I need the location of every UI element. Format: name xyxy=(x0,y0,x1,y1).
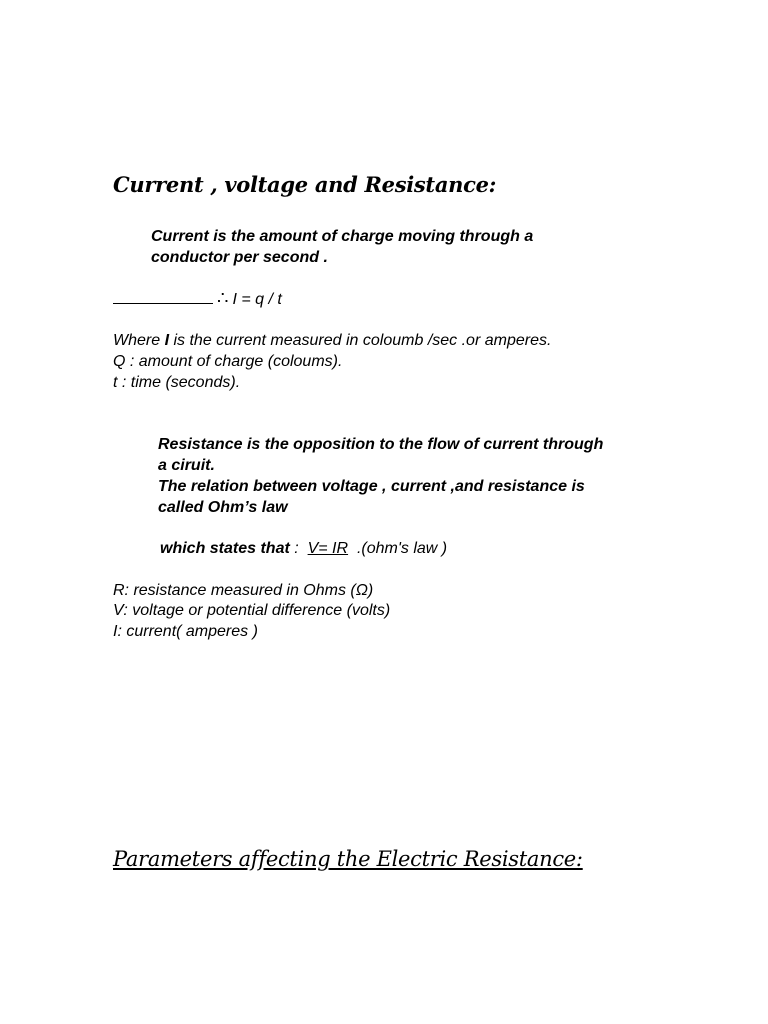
ohms-relation-line-1: The relation between voltage , current ,and resistance is xyxy=(158,478,585,495)
states-colon: : xyxy=(289,540,308,557)
resistance-definition-line-2: a ciruit. xyxy=(158,457,215,474)
resistance-definition-line-1: Resistance is the opposition to the flow of current through xyxy=(158,436,604,453)
ohms-law-formula: V= IR xyxy=(307,540,349,557)
where-prefix: Where xyxy=(113,332,165,349)
current-definition-line-2: conductor per second . xyxy=(151,249,328,266)
states-prefix: which states that xyxy=(160,540,290,557)
where-line xyxy=(113,330,551,351)
r-definition-line: R: resistance measured in Ohms (Ω) xyxy=(113,582,374,599)
ohms-law-suffix: .(ohm's law ) xyxy=(348,540,448,557)
current-formula: I = q / t xyxy=(232,291,282,308)
section-heading-parameters-resistance: Parameters affecting the Electric Resistance: xyxy=(113,847,583,871)
therefore-symbol: ∴ xyxy=(217,288,229,308)
v-definition-line: V: voltage or potential difference (volts) xyxy=(113,602,391,619)
current-definition-line-1: Current is the amount of charge moving through a xyxy=(151,228,534,245)
ohms-relation-line-2: called Ohm’s law xyxy=(158,499,288,516)
current-formula-line xyxy=(113,288,282,310)
t-definition-line: t : time (seconds). xyxy=(113,374,241,391)
section-heading-current-voltage-resistance: Current , voltage and Resistance: xyxy=(113,172,497,197)
ohms-law-statement xyxy=(160,538,447,559)
q-definition-line: Q : amount of charge (coloums). xyxy=(113,353,343,370)
i-definition-line: I: current( amperes ) xyxy=(113,623,258,640)
where-variable: I xyxy=(164,332,170,349)
where-rest: is the current measured in coloumb /sec .or amperes. xyxy=(169,332,552,349)
formula-blank-line xyxy=(113,291,213,304)
